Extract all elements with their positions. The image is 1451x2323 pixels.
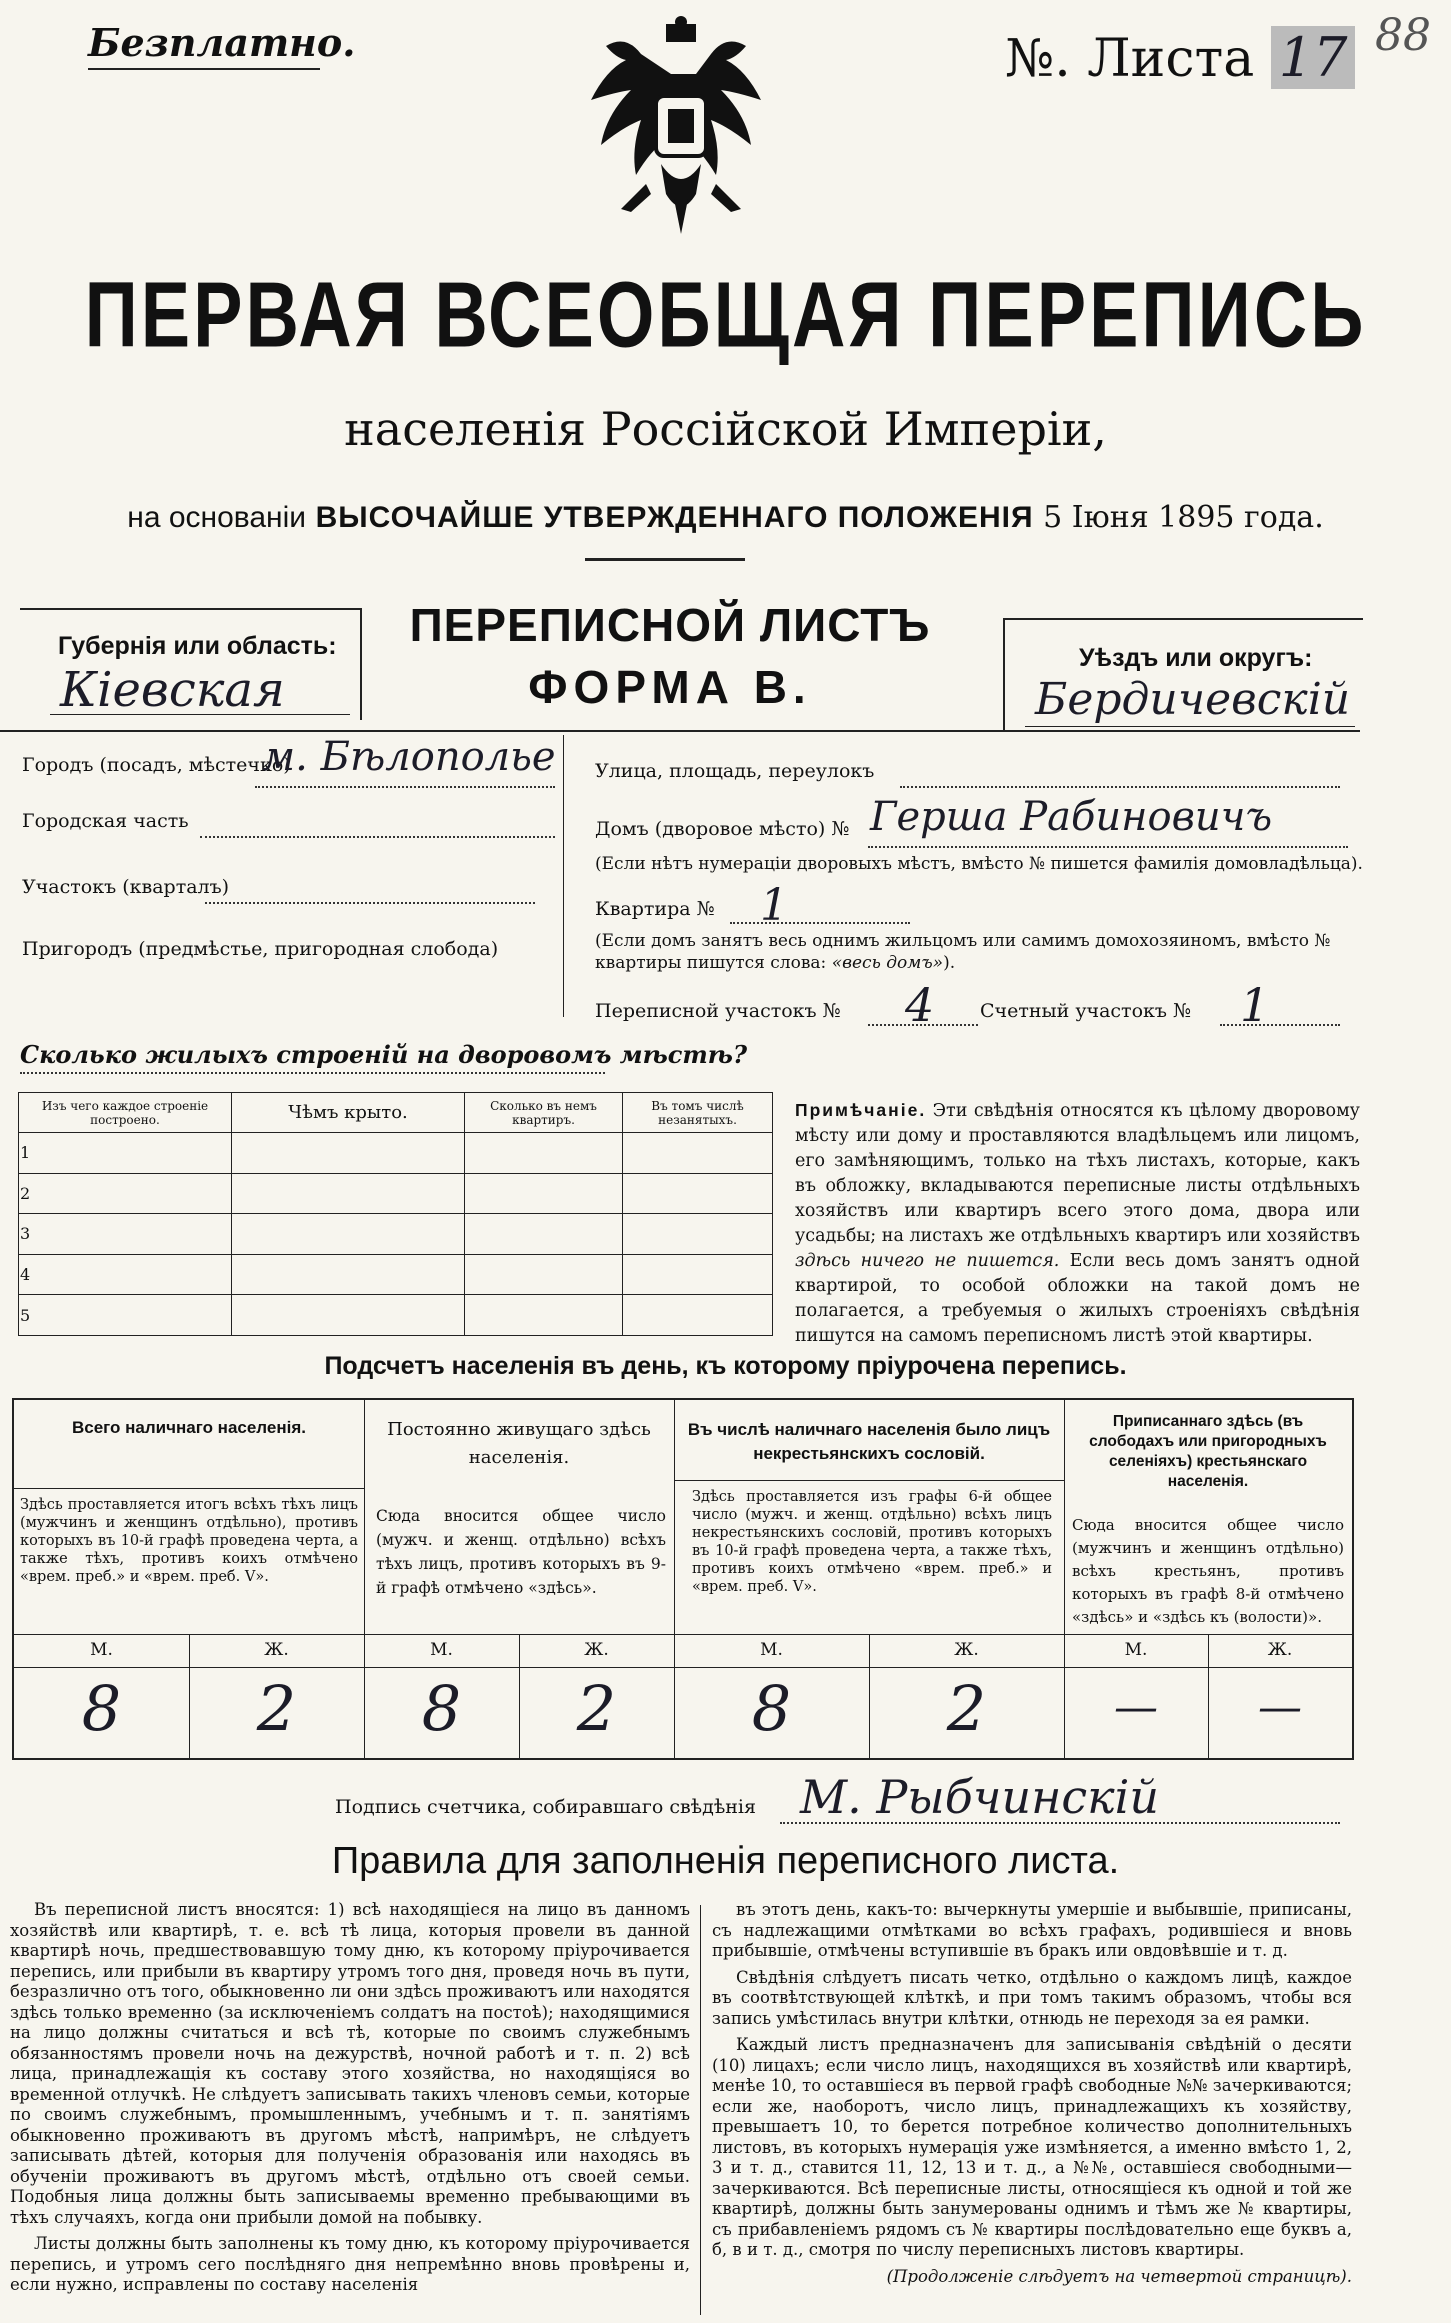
free-label: Безплатно.: [88, 20, 356, 65]
city-line: [255, 786, 555, 788]
form-name: ПЕРЕПИСНОЙ ЛИСТЪ: [409, 599, 931, 651]
male-count: —: [1114, 1682, 1158, 1733]
rules-paragraph: Свѣдѣнія слѣдуетъ писать четко, отдѣльно о каждомъ лицѣ, каждое въ соотвѣтствующей клѣткѣ, и при томъ такимъ образомъ, чтобы вся запись умѣстилась внутри клѣтки, отнюдь не переходя за ея рамки.: [712, 1967, 1352, 2028]
tally-col-desc: Сюда вносится общее число (мужч. и женщ. отдѣльно) всѣхъ тѣхъ лицъ, противъ которыхъ въ 9-й графѣ отмѣчено «здѣсь».: [376, 1507, 666, 1597]
tally-heading: Подсчетъ населенія въ день, къ которому пріурочена перепись.: [324, 1352, 1127, 1380]
buildings-col-material: Изъ чего каждое строеніе построено.: [19, 1093, 232, 1133]
tally-col-title: Всего наличнаго населенія.: [72, 1418, 306, 1437]
gubernia-value: Кіевская: [60, 662, 285, 718]
house-note: (Если нѣтъ нумераціи дворовыхъ мѣстъ, вмѣсто № пишется фамилія домовладѣльца).: [595, 854, 1363, 874]
buildings-table: [18, 1092, 773, 1336]
address-top-rule: [0, 730, 1360, 732]
table-row: [19, 1214, 773, 1255]
female-count: —: [1258, 1682, 1302, 1733]
f-label: Ж.: [954, 1640, 979, 1660]
imperial-eagle-emblem: [586, 14, 776, 254]
uezd-box: [1003, 618, 1363, 730]
basis-line: [0, 500, 1451, 535]
buildings-note: [795, 1098, 1360, 1349]
tally-col-title-rule: [14, 1488, 364, 1489]
signature-label: Подпись счетчика, собиравшаго свѣдѣнія: [335, 1796, 756, 1818]
apartment-label: Квартира №: [595, 898, 715, 920]
free-label-underline: [88, 68, 320, 70]
m-label: М.: [90, 1640, 113, 1660]
female-count: 2: [946, 1672, 987, 1745]
buildings-col-apartments: Сколько въ немъ квартиръ.: [465, 1093, 623, 1133]
city-part-label: Городская часть: [22, 810, 189, 832]
note-text-italic: здѣсь ничего не пишется.: [795, 1251, 1060, 1271]
rules-right-column: [712, 1900, 1352, 2287]
census-district-value: 4: [905, 978, 935, 1032]
gubernia-box: [20, 608, 362, 720]
male-count: 8: [81, 1672, 122, 1745]
tally-column: [1064, 1400, 1352, 1758]
gubernia-underline: [50, 714, 350, 715]
sheet-number-value: 17: [1271, 26, 1356, 89]
form-variant: ФОРМА В.: [528, 661, 812, 713]
apartment-note: [595, 930, 1365, 974]
signature-value: М. Рыбчинскій: [800, 1770, 1159, 1824]
apartment-value: 1: [760, 880, 788, 931]
gubernia-label: Губернія или область:: [58, 632, 337, 660]
sheet-number: [1005, 26, 1355, 89]
note-text: Эти свѣдѣнія относятся къ цѣлому дворовому мѣсту или дому и проставляются владѣльцемъ или лицомъ, его замѣняющимъ, только на тѣхъ листахъ, которые, какъ въ обложку, вкладываются переписные листы отдѣльныхъ хозяйствъ или квартиръ всего этого дома, двора или усадьбы; на листахъ же отдѣльныхъ квартиръ или хозяйствъ: [795, 1101, 1360, 1246]
rules-left-column: [10, 1900, 690, 2302]
tally-column: [674, 1400, 1065, 1758]
main-title: ПЕРВАЯ ВСЕОБЩАЯ ПЕРЕПИСЬ: [84, 262, 1367, 367]
basis-caps: ВЫСОЧАЙШЕ УТВЕРЖДЕННАГО ПОЛОЖЕНІЯ: [315, 501, 1034, 534]
tally-column: [14, 1400, 365, 1758]
district-line: [205, 902, 535, 904]
table-row: [19, 1173, 773, 1214]
tally-col-title: Въ числѣ наличнаго населенія было лицъ некрестьянскихъ сословій.: [687, 1420, 1051, 1463]
census-district-line: [868, 1024, 978, 1026]
rules-paragraph: Каждый листъ предназначенъ для записыванія свѣдѣній о десяти (10) лицахъ; если число лицъ, находящихся въ хозяйствѣ или квартирѣ, менѣе 10, то оставшіеся въ первой графѣ свободные №№ зачеркиваются; если же, наоборотъ, число лицъ, принадлежащихъ къ хозяйству, превышаетъ 10, то берется потребное количество дополнительныхъ листовъ, въ которыхъ нумерація уже измѣняется, а именно вмѣсто 1, 2, 3 и т. д., ставится 11, 12, 13 и т. д., а №№, оставшіеся свободными—зачеркиваются. Всѣ переписные листы, относящіеся къ одной и той же квартирѣ, должны быть занумерованы однимъ и тѣмъ же № квартиры, съ прибавленіемъ рядомъ съ № квартиры послѣдовательно еще буквъ а, б, в и т. д., смотря по числу переписныхъ листовъ квартиры.: [712, 2035, 1352, 2259]
rules-paragraph: Листы должны быть заполнены къ тому дню, къ которому пріурочивается перепись, и утромъ сего послѣдняго дня непремѣнно вновь провѣрены и, если нужно, исправлены по составу населенія: [10, 2234, 690, 2294]
f-label: Ж.: [1267, 1640, 1293, 1660]
apartment-note-italic: «весь домъ»: [831, 953, 944, 973]
tally-col-desc: Сюда вносится общее число (мужчинъ и женщинъ отдѣльно) всѣхъ крестьянъ, противъ которыхъ въ графѣ 8-й отмѣчено «здѣсь» и «здѣсь къ (волости)».: [1072, 1516, 1344, 1626]
tally-column: [364, 1400, 675, 1758]
buildings-heading-line: [20, 1072, 605, 1074]
uezd-value: Бердичевскій: [1035, 674, 1351, 725]
apartment-line: [730, 922, 910, 924]
sheet-number-label: №. Листа: [1005, 29, 1255, 89]
count-district-label: Счетный участокъ №: [980, 1000, 1191, 1022]
tally-table: [12, 1398, 1354, 1760]
district-label: Участокъ (кварталъ): [22, 876, 230, 898]
row-number: 3: [19, 1214, 232, 1255]
rules-paragraph: въ этотъ день, какъ-то: вычеркнуты умершіе и выбывшіе, приписаны, съ надлежащими отмѣтками во всѣхъ графахъ, родившіеся и вновь прибывшіе, отмѣчены вступившіе въ бракъ или овдовѣвшіе и т. д.: [712, 1900, 1352, 1960]
m-label: М.: [1124, 1640, 1148, 1660]
apartment-note-text: (Если домъ занятъ весь однимъ жильцомъ или самимъ домохозяиномъ, вмѣсто № квартиры пишутся слова:: [595, 931, 1331, 973]
row-number: 4: [19, 1254, 232, 1295]
note-text-end: Если весь домъ занятъ одной квартирой, то особой обложки на такой домъ не полагается, а требуемыя о жилыхъ строеніяхъ свѣдѣнія пишутся на самомъ переписномъ листѣ этой квартиры.: [795, 1251, 1360, 1346]
rules-paragraph: Въ переписной листъ вносятся: 1) всѣ находящіеся на лицо въ данномъ хозяйствѣ или квартирѣ, т. е. всѣ тѣ лица, которыя провели въ данной квартирѣ ночь, предшествовавшую тому дню, къ которому пріурочивается перепись, или прибыли въ квартиру утромъ того дня, проведя ночь въ пути, безразлично отъ того, обыкновенно ли они здѣсь проживаютъ или находятся здѣсь только временно (за исключеніемъ солдатъ на постоѣ); находящимися на лицо должны считаться и всѣ тѣ, которые по своимъ служебнымъ обязанностямъ провели ночь на дежурствѣ, ночной работѣ и т. п. 2) всѣ лица, принадлежащія къ составу этого хозяйства, но находящіяся во временной отлучкѣ. Не слѣдуетъ записывать такихъ членовъ семьи, которые по своимъ служебнымъ, промышленнымъ, учебнымъ и т. п. занятіямъ обыкновенно проживаютъ въ другомъ мѣстѣ, напримѣръ, не слѣдуетъ записывать дѣтей, которыя для полученія образованія или находясь въ обученіи проживаютъ въ другомъ мѣстѣ, отдѣльно отъ своей семьи. Подобныя лица должны быть записываемы временно пребывающими въ тѣхъ случаяхъ, когда они прибыли домой на побывку.: [10, 1900, 690, 2227]
city-label: Городъ (посадъ, мѣстечко): [22, 754, 291, 776]
row-number: 5: [19, 1295, 232, 1336]
sheet-corner-number: 88: [1375, 10, 1431, 61]
m-label: М.: [430, 1640, 453, 1660]
row-number: 1: [19, 1133, 232, 1174]
f-label: Ж.: [264, 1640, 289, 1660]
buildings-col-roof: Чѣмъ крыто.: [232, 1093, 465, 1133]
male-count: 8: [751, 1672, 792, 1745]
tally-col-desc: Здѣсь проставляется итогъ всѣхъ тѣхъ лицъ (мужчинъ и женщинъ отдѣльно), противъ которыхъ въ 10-й графѣ проведена черта, а также тѣхъ, противъ коихъ отмѣчено «врем. преб.» и «врем. преб. V».: [20, 1497, 358, 1585]
uezd-underline: [1025, 726, 1355, 727]
note-title: Примѣчаніе.: [795, 1100, 927, 1120]
buildings-heading: Сколько жилыхъ строеній на дворовомъ мѣстѣ?: [20, 1040, 748, 1069]
tally-col-title-rule: [674, 1480, 1064, 1481]
table-row: [19, 1295, 773, 1336]
table-row: [19, 1254, 773, 1295]
tally-col-title: Постоянно живущаго здѣсь населенія.: [387, 1419, 651, 1468]
house-value: Герша Рабиновичъ: [870, 794, 1273, 840]
city-part-line: [200, 836, 555, 838]
tally-col-desc: Здѣсь проставляется изъ графы 6-й общее число (мужч. и женщ. отдѣльно) всѣхъ лицъ некрестьянскихъ сословій, противъ которыхъ въ 10-й графѣ проведена черта, а также тѣхъ, противъ коихъ отмѣчено «врем. преб.» и «врем. преб. V».: [692, 1489, 1052, 1595]
title-rule: [585, 558, 745, 561]
basis-date: 5 Іюня 1895 года.: [1043, 500, 1324, 535]
rules-column-divider: [700, 1905, 701, 2315]
house-line: [868, 846, 1348, 848]
signature-line: [780, 1822, 1340, 1824]
census-district-label: Переписной участокъ №: [595, 1000, 841, 1022]
house-label: Домъ (дворовое мѣсто) №: [595, 818, 850, 840]
m-label: М.: [760, 1640, 783, 1660]
city-value: м. Бѣлополье: [262, 734, 556, 780]
rules-heading: Правила для заполненія переписного листа.: [331, 1840, 1120, 1882]
rules-continued: (Продолженіе слѣдуетъ на четвертой страницѣ).: [886, 2266, 1352, 2286]
row-number: 2: [19, 1173, 232, 1214]
apartment-note-end: ).: [943, 953, 956, 973]
table-row: [19, 1133, 773, 1174]
male-count: 8: [421, 1672, 462, 1745]
f-label: Ж.: [584, 1640, 609, 1660]
suburb-label: Пригородъ (предмѣстье, пригородная слобода): [22, 938, 499, 960]
subtitle: населенія Россійской Имперіи,: [344, 402, 1107, 456]
female-count: 2: [576, 1672, 617, 1745]
female-count: 2: [256, 1672, 297, 1745]
street-label: Улица, площадь, переулокъ: [595, 760, 875, 782]
tally-col-title: Приписаннаго здѣсь (въ слободахъ или пригородныхъ селеніяхъ) крестьянскаго населенія.: [1089, 1413, 1327, 1490]
uezd-label: Уѣздъ или округъ:: [1079, 644, 1313, 672]
count-district-value: 1: [1240, 978, 1270, 1032]
count-district-line: [1220, 1024, 1340, 1026]
street-line: [900, 786, 1340, 788]
buildings-col-vacant: Въ томъ числѣ незанятыхъ.: [623, 1093, 773, 1133]
basis-prefix: на основаніи: [127, 501, 307, 534]
